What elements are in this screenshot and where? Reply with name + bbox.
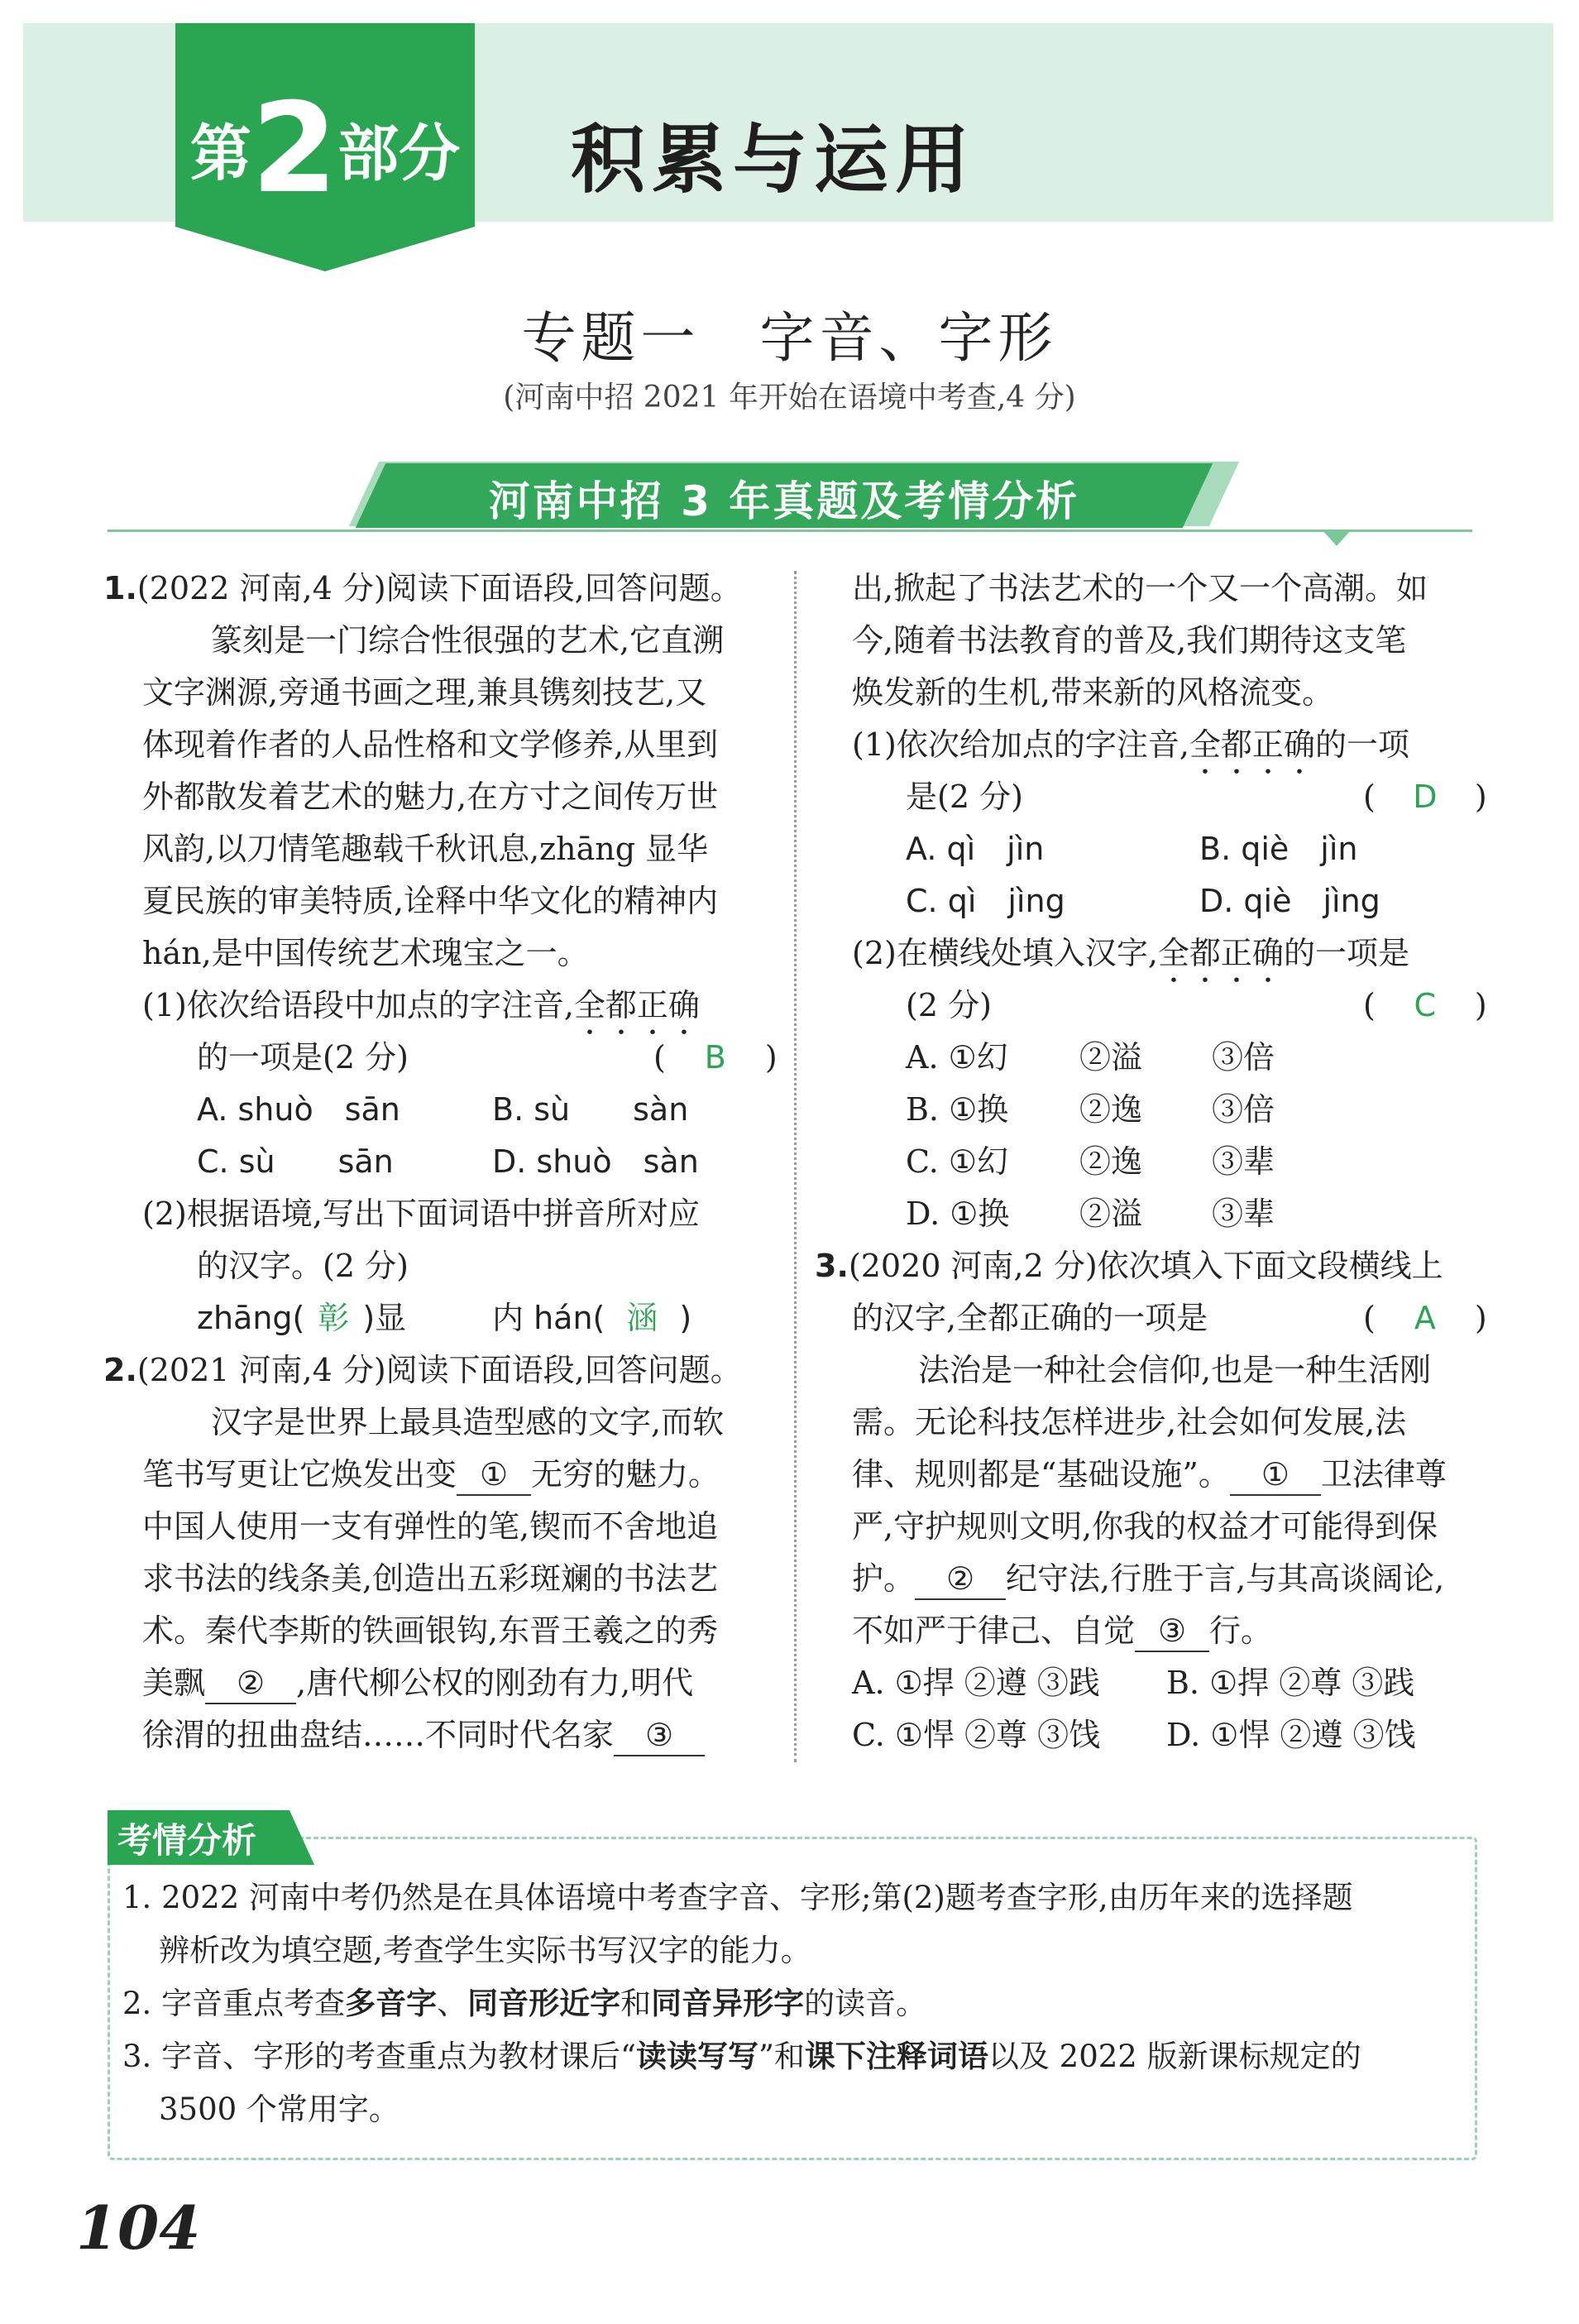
- q3-answer-slot: ( A ): [1363, 1292, 1487, 1344]
- analysis-tag-label: 考情分析: [117, 1820, 257, 1861]
- q2-passage-text: 徐渭的扭曲盘结……不同时代名家: [142, 1717, 615, 1753]
- analysis-keyword: 同音异形字: [651, 1986, 805, 2021]
- analysis-text: 2. 字音重点考查: [122, 1986, 346, 2021]
- q2-sub2-option: [906, 1032, 1275, 1084]
- q2-passage-line: 今,随着书法教育的普及,我们期待这支笔: [852, 622, 1407, 659]
- q1-sub1-text: 的一项是(2 分): [197, 1039, 409, 1076]
- q2-sub1-text: (1)依次给加点的字注音,: [852, 726, 1189, 763]
- analysis-text: 的读音。: [804, 1986, 927, 2021]
- q2-passage-line: 汉字是世界上最具造型感的文字,而软: [211, 1404, 725, 1440]
- q2-sub2-option-part: C. ①幻: [906, 1143, 1008, 1180]
- q2-passage-text: 无穷的魅力。: [531, 1456, 720, 1493]
- q2-sub2-option-part: ②溢: [1079, 1196, 1143, 1232]
- part-number: 2: [251, 77, 338, 221]
- q1-fill-1-answer: 彰: [318, 1300, 350, 1336]
- q2-sub2-option-part: ③辈: [1212, 1143, 1275, 1180]
- q2-blank-1: ①: [457, 1454, 531, 1496]
- banner-notch: [1322, 529, 1352, 546]
- q2-passage-line: 求书法的线条美,创造出五彩斑斓的书法艺: [142, 1560, 719, 1597]
- q2-sub2-emphasis: 全都正确: [1157, 935, 1284, 971]
- q2-sub1-prompt-cont: 是(2 分): [906, 779, 1023, 815]
- q3-passage-text: 纪守法,行胜于言,与其高谈阔论,: [1006, 1560, 1445, 1597]
- analysis-text: 以及 2022 版新课标规定的: [988, 2039, 1361, 2074]
- q1-fill-1: [197, 1292, 406, 1344]
- q2-blank-2: ②: [205, 1663, 296, 1704]
- q3-answer: A: [1414, 1300, 1436, 1336]
- q3-option: A. ①捍 ②遵 ③践: [852, 1665, 1100, 1701]
- q3-stem-cont: 的汉字,全都正确的一项是: [852, 1300, 1208, 1336]
- analysis-line: [122, 2030, 1361, 2083]
- q2-stem: 阅读下面语段,回答问题。: [385, 1352, 742, 1388]
- analysis-keyword: 多音字: [345, 1986, 438, 2021]
- q2-sub2-text: 的一项是: [1283, 935, 1409, 971]
- q1-sub1-text: (1)依次给语段中加点的字注音,: [142, 987, 574, 1023]
- q3-passage-text: 律、规则都是“基础设施”。: [852, 1456, 1230, 1493]
- q1-sub2-prompt: (2)根据语境,写出下面词语中拼音所对应: [142, 1196, 700, 1232]
- analysis-text: 、: [437, 1986, 468, 2021]
- q3-passage-text: 不如严于律己、自觉: [852, 1612, 1136, 1649]
- analysis-text: 和: [620, 1986, 652, 2021]
- q2-sub2-option-part: ③倍: [1212, 1039, 1275, 1076]
- q2-sub2-prompt-cont: (2 分): [906, 987, 992, 1023]
- analysis-keyword: 同音形近字: [467, 1986, 621, 2021]
- analysis-line: 1. 2022 河南中考仍然是在具体语境中考查字音、字形;第(2)题考查字形,由历年来的选择题: [122, 1880, 1353, 1915]
- q1-passage-line: 文字渊源,旁通书画之理,兼具镌刻技艺,又: [142, 674, 707, 711]
- q2-source: (2021 河南,4 分): [136, 1352, 386, 1388]
- q2-sub2-option-part: B. ①换: [906, 1091, 1009, 1128]
- q1-fill-2-answer: 涵: [626, 1300, 658, 1336]
- q2-header: [103, 1344, 742, 1397]
- q1-fill-2-close: ): [679, 1300, 692, 1336]
- q3-option: B. ①捍 ②尊 ③践: [1166, 1665, 1415, 1701]
- q3-passage-text: 行。: [1209, 1612, 1273, 1649]
- analysis-text: 3. 字音、字形的考查重点为教材课后“: [122, 2039, 636, 2074]
- q2-sub2-option-part: ②逸: [1079, 1143, 1143, 1180]
- q2-sub2-option-part: D. ①换: [906, 1196, 1010, 1232]
- q2-sub2-answer: C: [1414, 987, 1437, 1023]
- q2-passage-text: 笔书写更让它焕发出变: [142, 1456, 457, 1493]
- q2-number: 2.: [103, 1352, 137, 1388]
- q2-passage-line: [142, 1657, 693, 1709]
- q3-passage-line: 严,守护规则文明,你我的权益才可能得到保: [852, 1508, 1438, 1545]
- q1-passage-line: 外都散发着艺术的魅力,在方寸之间传万世: [142, 779, 719, 815]
- q3-stem: 依次填入下面文段横线上: [1097, 1248, 1443, 1284]
- q1-sub1-option: B. sù sàn: [492, 1091, 689, 1128]
- q2-passage-line: 出,掀起了书法艺术的一个又一个高潮。如: [852, 570, 1428, 606]
- banner-divider: [108, 529, 1472, 532]
- q3-passage-text: 护。: [852, 1560, 916, 1597]
- q1-passage-line: hán,是中国传统艺术瑰宝之一。: [142, 935, 589, 971]
- section-title: 积累与运用: [571, 117, 976, 204]
- q2-passage-line: 术。秦代李斯的铁画银钩,东晋王羲之的秀: [142, 1612, 719, 1649]
- page-number: 104: [76, 2192, 201, 2263]
- q1-sub1-emphasis: 全都正确: [573, 987, 700, 1023]
- column-divider: [794, 571, 797, 1762]
- q1-sub2-prompt-cont: 的汉字。(2 分): [197, 1248, 409, 1284]
- q2-sub1-answer: D: [1413, 779, 1438, 815]
- analysis-keyword: 读读写写: [635, 2039, 758, 2074]
- q2-sub1-option: D. qiè jìng: [1199, 883, 1380, 919]
- q2-sub1-option: C. qì jìng: [906, 883, 1065, 919]
- q2-passage-line: [142, 1449, 720, 1501]
- q2-sub1-emphasis: 全都正确: [1189, 726, 1315, 763]
- q1-passage-line: 夏民族的审美特质,诠释中华文化的精神内: [142, 883, 719, 919]
- q1-passage-line: 风韵,以刀情笔趣载千秋讯息,zhāng 显华: [142, 831, 709, 867]
- q3-passage-line: [852, 1605, 1272, 1657]
- q1-passage-line: 篆刻是一门综合性很强的艺术,它直溯: [211, 622, 725, 659]
- q2-sub2-option: [906, 1084, 1275, 1136]
- q3-option: C. ①悍 ②尊 ③饯: [852, 1717, 1101, 1753]
- q1-sub1-answer-slot: ( B ): [653, 1032, 778, 1084]
- q1-sub1-option: C. sù sān: [197, 1143, 394, 1180]
- q2-sub2-text: (2)在横线处填入汉字,: [852, 935, 1158, 971]
- q1-passage-line: 体现着作者的人品性格和文学修养,从里到: [142, 726, 719, 763]
- q2-passage-text: 美飘: [142, 1665, 206, 1701]
- part-label: [175, 77, 475, 221]
- q3-passage-line: 需。无论科技怎样进步,社会如何发展,法: [852, 1404, 1407, 1440]
- q2-sub2-option-part: ②逸: [1079, 1091, 1143, 1128]
- q2-passage-line: 焕发新的生机,带来新的风格流变。: [852, 674, 1334, 711]
- q2-sub1-option: A. qì jìn: [906, 831, 1045, 867]
- q1-fill-2-pinyin: 内 hán(: [492, 1300, 605, 1336]
- q2-sub2-option: [906, 1136, 1275, 1188]
- q1-source: (2022 河南,4 分): [136, 570, 386, 606]
- q2-blank-3: ③: [614, 1715, 705, 1756]
- q1-sub1-option: D. shuò sàn: [492, 1143, 699, 1180]
- q2-sub1-option: B. qiè jìn: [1199, 831, 1358, 867]
- q3-source: (2020 河南,2 分): [848, 1248, 1098, 1284]
- q1-sub1-option: A. shuò sān: [197, 1091, 400, 1128]
- analysis-keyword: 课下注释词语: [804, 2039, 988, 2074]
- q3-blank-1: ①: [1230, 1454, 1321, 1496]
- q2-sub1-text: 的一项: [1314, 726, 1409, 763]
- topic-title: 专题一 字音、字形: [521, 306, 1058, 370]
- part-suffix: 部分: [337, 118, 461, 189]
- q1-number: 1.: [103, 570, 137, 606]
- q2-sub2-option-part: ③倍: [1212, 1091, 1275, 1128]
- analysis-line: [122, 1977, 926, 2030]
- q3-number: 3.: [815, 1248, 849, 1284]
- q2-sub2-option-part: ③辈: [1212, 1196, 1275, 1232]
- q2-sub2-option-part: ②溢: [1079, 1039, 1143, 1076]
- q2-sub2-option-part: A. ①幻: [906, 1039, 1008, 1076]
- q1-fill-1-word: )显: [362, 1300, 407, 1336]
- q1-sub1-answer: B: [704, 1039, 726, 1076]
- analysis-line: 辨析改为填空题,考查学生实际书写汉字的能力。: [159, 1933, 811, 1968]
- q3-blank-2: ②: [915, 1559, 1006, 1600]
- q3-passage-text: 卫法律尊: [1320, 1456, 1447, 1493]
- q1-fill-1-pinyin: zhāng(: [197, 1300, 305, 1336]
- q2-passage-text: ,唐代柳公权的刚劲有力,明代: [296, 1665, 694, 1701]
- part-prefix: 第: [189, 118, 251, 189]
- q1-sub1-prompt-cont: [197, 1032, 409, 1084]
- q1-stem: 阅读下面语段,回答问题。: [385, 570, 742, 606]
- banner-title: 河南中招 3 年真题及考情分析: [488, 477, 1080, 525]
- q2-passage-line: [142, 1709, 705, 1761]
- q3-option: D. ①悍 ②遵 ③饯: [1166, 1717, 1416, 1753]
- q1-fill-2: [492, 1292, 691, 1344]
- q3-blank-3: ③: [1135, 1611, 1209, 1652]
- q1-header: [103, 563, 742, 615]
- q3-passage-line: 法治是一种社会信仰,也是一种生活刚: [918, 1352, 1432, 1388]
- q3-passage-line: [852, 1553, 1444, 1605]
- q2-sub2-answer-slot: ( C ): [1363, 980, 1487, 1032]
- analysis-line: 3500 个常用字。: [159, 2092, 400, 2127]
- q3-passage-line: [852, 1449, 1447, 1501]
- q2-passage-line: 中国人使用一支有弹性的笔,锲而不舍地追: [142, 1508, 719, 1545]
- analysis-text: ”和: [758, 2039, 805, 2074]
- topic-subtitle: (河南中招 2021 年开始在语境中考查,4 分): [503, 381, 1076, 414]
- q2-sub1-answer-slot: ( D ): [1363, 771, 1487, 823]
- q3-header: [815, 1240, 1443, 1292]
- q2-sub2-option: [906, 1188, 1275, 1240]
